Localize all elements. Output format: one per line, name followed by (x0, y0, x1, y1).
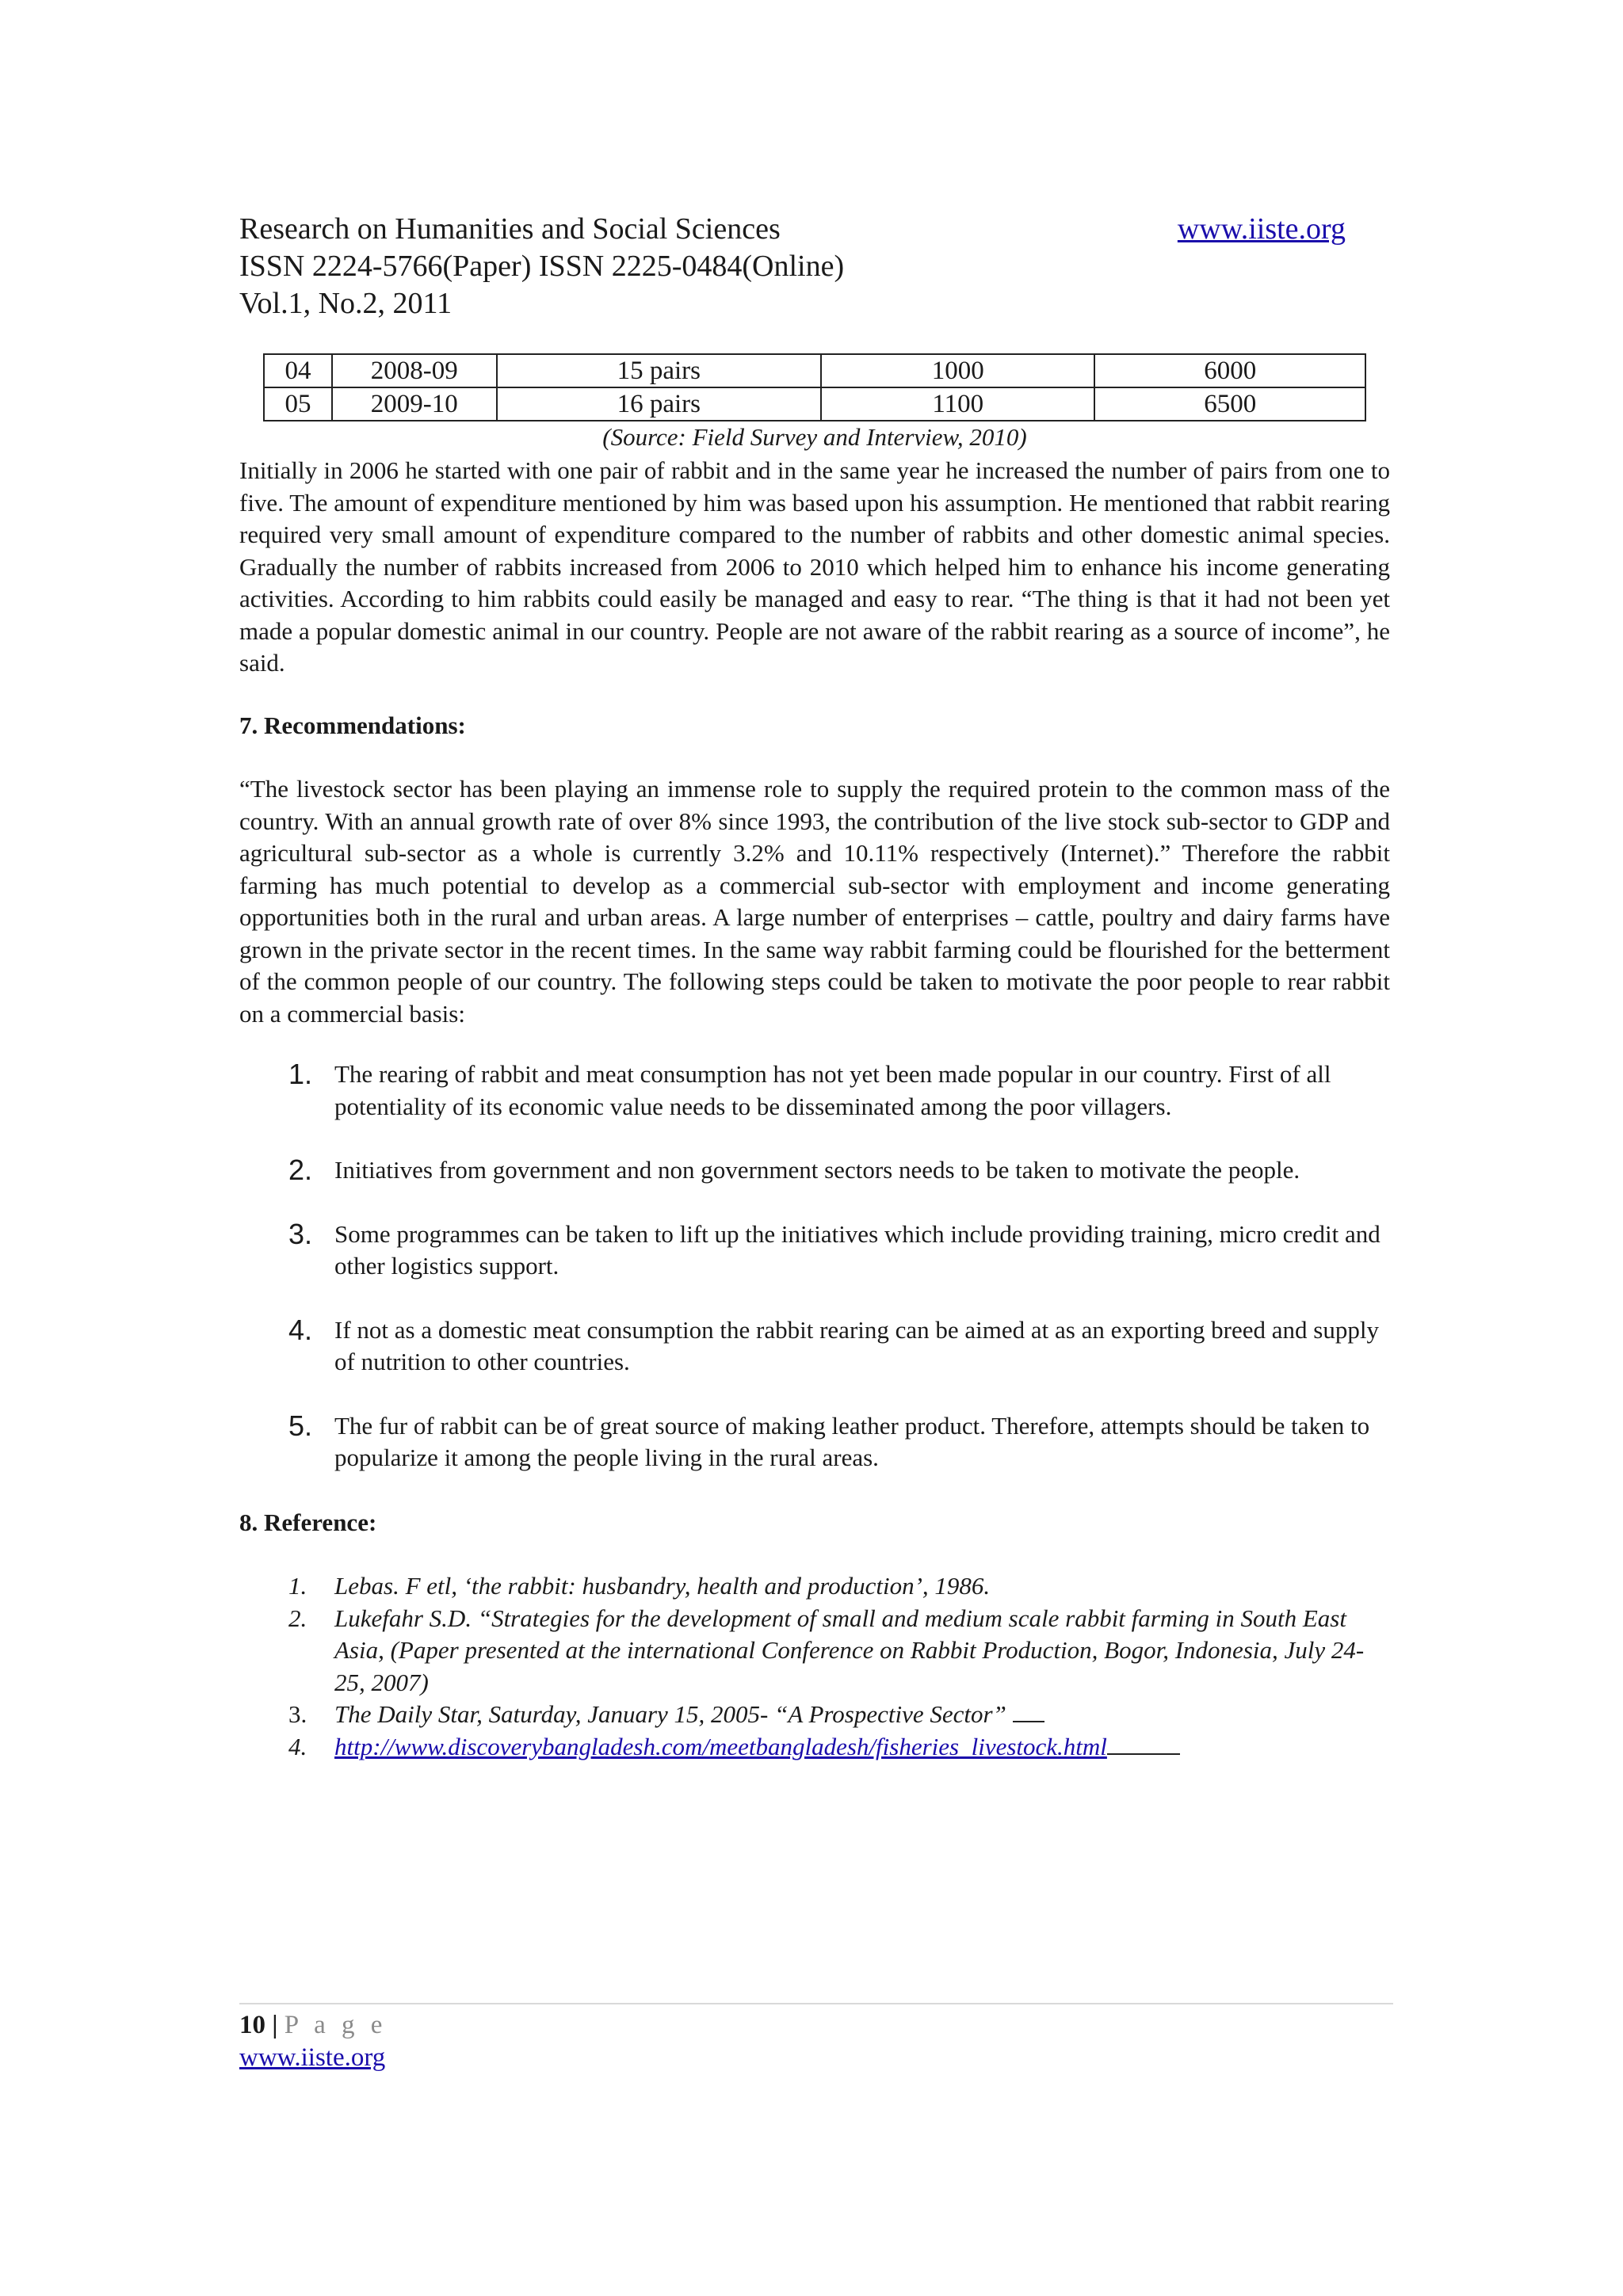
reference-item (239, 1731, 1390, 1764)
page-number: 10 (239, 2011, 265, 2039)
trailing-underline (1013, 1699, 1044, 1722)
list-number: 4. (288, 1313, 313, 1346)
table-cell: 16 pairs (497, 387, 821, 421)
page-footer (239, 2009, 387, 2074)
trailing-underline (1107, 1731, 1180, 1755)
reference-text-wrap (334, 1699, 1390, 1731)
rabbit-data-table (263, 353, 1366, 421)
reference-text: The Daily Star, Saturday, January 15, 2005- “A Prospective Sector” (334, 1700, 1006, 1728)
list-number: 2. (288, 1154, 313, 1186)
reference-number: 3. (288, 1700, 307, 1728)
table-cell: 05 (264, 387, 332, 421)
list-number: 3. (288, 1217, 313, 1250)
reference-text: Lebas. F etl, ‘the rabbit: husbandry, health and production’, 1986. (334, 1572, 991, 1600)
reference-item (239, 1603, 1390, 1699)
table-cell: 1000 (821, 354, 1094, 387)
list-item-text: If not as a domestic meat consumption the rabbit rearing can be aimed at as an exporting breed and supply of nutrition to other countries. (334, 1315, 1379, 1375)
list-item (239, 1154, 1390, 1187)
table-cell: 2008-09 (332, 354, 497, 387)
list-item (239, 1219, 1390, 1283)
list-item-text: The fur of rabbit can be of great source of making leather product. Therefore, attempts should be taken to popularize it among the people living in the rural areas. (334, 1411, 1370, 1471)
table-row (264, 354, 1365, 387)
section-heading-reference: 8. Reference: (239, 1508, 377, 1536)
page-label: P a g e (284, 2011, 388, 2039)
table-row (264, 387, 1365, 421)
footer-divider (239, 2003, 1393, 2004)
table-cell: 1100 (821, 387, 1094, 421)
list-number: 5. (288, 1409, 313, 1442)
reference-text: Lukefahr S.D. “Strategies for the development of small and medium scale rabbit farming in South East Asia, (Paper presented at the international Conference on Rabbit Production, Bogor, Indonesia, July 24-25, 2007) (334, 1604, 1365, 1696)
footer-website-link[interactable]: www.iiste.org (239, 2043, 386, 2072)
table-source-caption: (Source: Field Survey and Interview, 2010) (602, 423, 1027, 451)
list-item-text: Initiatives from government and non government sectors needs to be taken to motivate the people. (334, 1156, 1300, 1184)
page-separator: | (272, 2011, 278, 2039)
list-number: 1. (288, 1058, 313, 1090)
list-item-text: The rearing of rabbit and meat consumption has not yet been made popular in our country. First of all potentiality of its economic value needs to be disseminated among the poor villagers. (334, 1060, 1331, 1120)
reference-number: 2. (288, 1604, 307, 1632)
list-item-text: Some programmes can be taken to lift up the initiatives which include providing training, micro credit and other logistics support. (334, 1219, 1381, 1280)
body-paragraph: “The livestock sector has been playing an immense role to supply the required protein to the common mass of the country. With an annual growth rate of over 8% since 1993, the contribution of the live stock sub-sector to GDP and agricultural sub-sector as a whole is currently 3.2% and 10.11% respectively (Internet).” Therefore the rabbit farming has much potential to develop as a commercial sub-sector with employment and income generating opportunities both in the rural and urban areas. A large number of enterprises – cattle, poultry and dairy farms have grown in the private sector in the recent times. In the same way rabbit farming could be flourished for the betterment of the common people of our country. The following steps could be taken to motivate the poor people to rear rabbit on a commercial basis: (239, 775, 1390, 1028)
running-header (239, 211, 1346, 322)
table-cell: 04 (264, 354, 332, 387)
recommendations-list (239, 1058, 1390, 1506)
list-item (239, 1314, 1390, 1379)
volume-line: Vol.1, No.2, 2011 (239, 287, 453, 320)
issn-line: ISSN 2224-5766(Paper) ISSN 2225-0484(Online) (239, 250, 845, 283)
body-paragraph: Initially in 2006 he started with one pair of rabbit and in the same year he increased the number of pairs from one to five. The amount of expenditure mentioned by him was based upon his assumption. He mentioned that rabbit rearing required very small amount of expenditure compared to the number of rabbits and other domestic animal species. Gradually the number of rabbits increased from 2006 to 2010 which helped him to enhance his income generating activities. According to him rabbits could easily be managed and easy to rear. “The thing is that it had not been yet made a popular domestic animal in our country. People are not aware of the rabbit rearing as a source of income”, he said. (239, 456, 1390, 677)
section-heading-recommendations: 7. Recommendations: (239, 711, 466, 739)
header-website-link[interactable]: www.iiste.org (1177, 212, 1346, 246)
reference-number: 1. (288, 1572, 307, 1600)
reference-url-link[interactable]: http://www.discoverybangladesh.com/meetbangladesh/fisheries_livestock.html (334, 1732, 1107, 1760)
table-cell: 6000 (1094, 354, 1365, 387)
table-cell: 2009-10 (332, 387, 497, 421)
list-item (239, 1410, 1390, 1474)
reference-list (239, 1570, 1390, 1763)
reference-text-wrap (334, 1731, 1390, 1764)
list-item (239, 1058, 1390, 1123)
reference-item (239, 1699, 1390, 1731)
reference-number: 4. (288, 1732, 307, 1760)
reference-item (239, 1570, 1390, 1603)
table-cell: 6500 (1094, 387, 1365, 421)
journal-title: Research on Humanities and Social Sciences (239, 212, 781, 246)
table-cell: 15 pairs (497, 354, 821, 387)
